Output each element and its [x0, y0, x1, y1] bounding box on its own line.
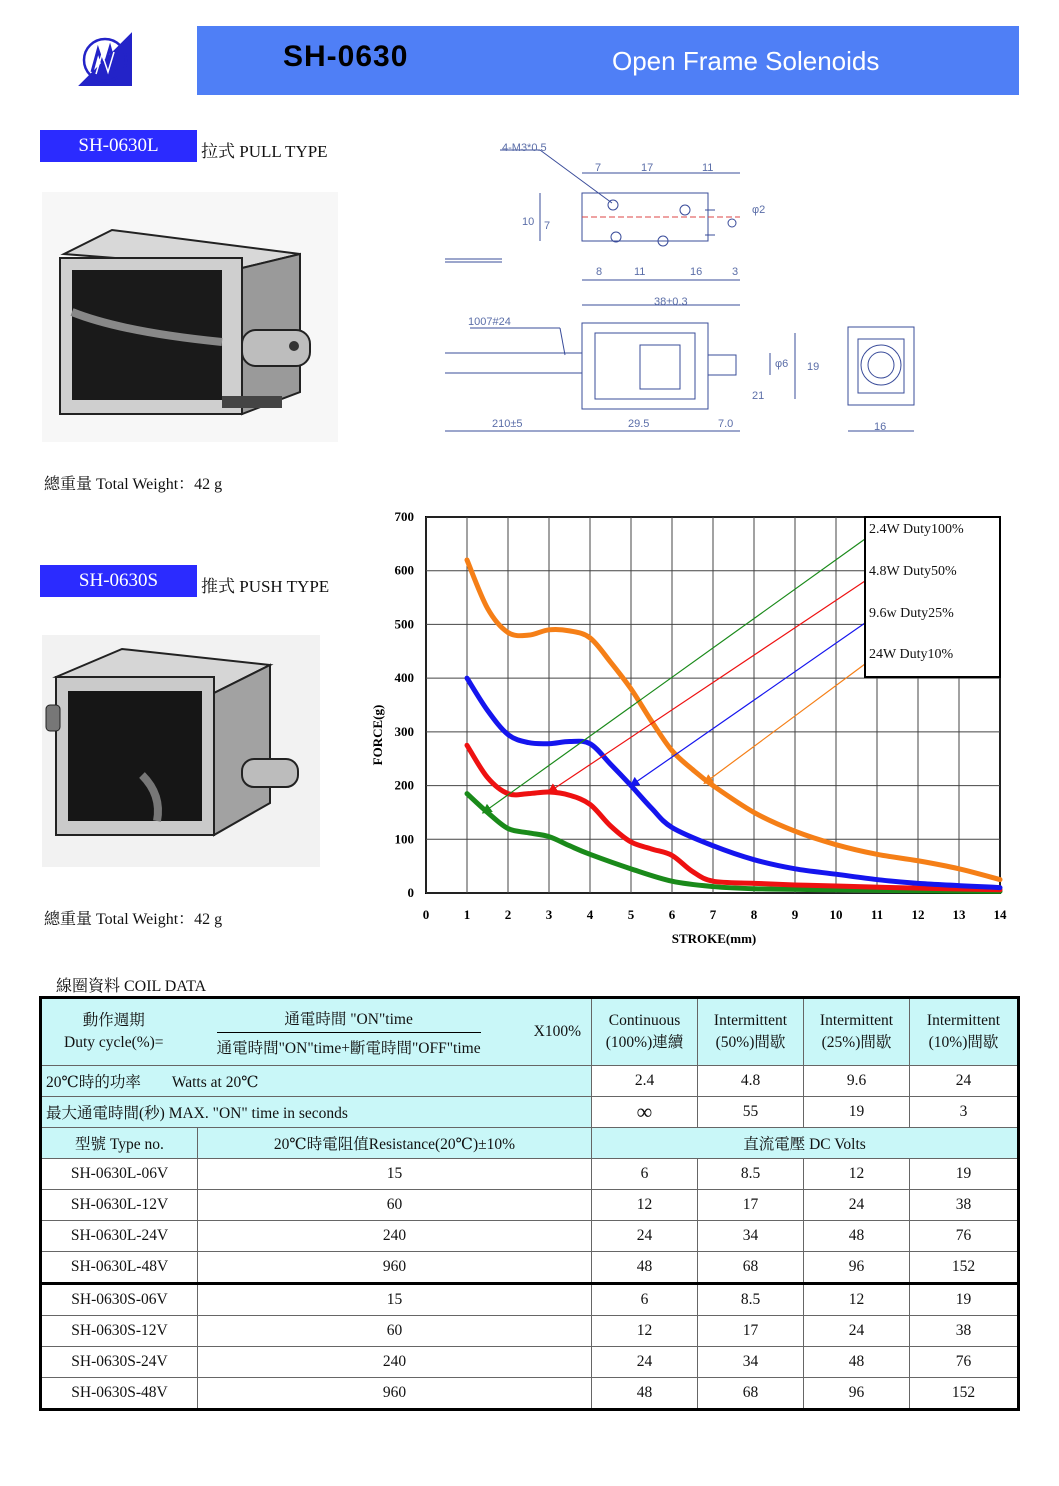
- dim-8: 8: [596, 266, 603, 278]
- voltage-cell: 6: [592, 1284, 698, 1316]
- watts-value: 4.8: [698, 1066, 804, 1097]
- watts-value: 2.4: [592, 1066, 698, 1097]
- x-tick-label: 6: [668, 907, 676, 922]
- product-title: Open Frame Solenoids: [612, 46, 880, 76]
- voltage-cell: 19: [910, 1159, 1019, 1190]
- voltage-cell: 76: [910, 1347, 1019, 1378]
- table-row: [41, 1378, 1019, 1410]
- voltage-cell: 38: [910, 1190, 1019, 1221]
- x-tick-label: 12: [911, 907, 925, 922]
- x-tick-label: 1: [463, 907, 471, 922]
- table-row: [41, 1221, 1019, 1252]
- table-row: [41, 1190, 1019, 1221]
- model-title: SH-0630: [283, 40, 409, 73]
- voltage-cell: 24: [804, 1190, 910, 1221]
- voltage-cell: 38: [910, 1316, 1019, 1347]
- mode-10: Intermittent (10%)間歇: [910, 998, 1019, 1066]
- push-model-tag: SH-0630S: [40, 565, 197, 597]
- resistance-column-header: 20℃時電阻值Resistance(20℃)±10%: [198, 1128, 592, 1159]
- voltage-cell: 12: [592, 1316, 698, 1347]
- y-tick-label: 400: [394, 670, 414, 686]
- type-cell: SH-0630L-48V: [41, 1252, 198, 1284]
- dim-29-5: 29.5: [628, 418, 650, 430]
- watts-label: 20℃時的功率 Watts at 20℃: [41, 1066, 592, 1097]
- voltage-cell: 48: [804, 1221, 910, 1252]
- voltage-cell: 76: [910, 1221, 1019, 1252]
- dim-16-end: 16: [874, 421, 887, 433]
- duty-cycle-formula-cell: [41, 998, 592, 1066]
- dim-wire: 1007#24: [468, 316, 511, 328]
- dim-16: 16: [690, 266, 703, 278]
- y-tick-label: 200: [394, 777, 414, 793]
- force-stroke-chart: [360, 505, 1040, 955]
- coil-data-table: [39, 996, 1020, 1411]
- y-tick-label: 0: [407, 885, 414, 900]
- x-tick-label: 7: [709, 907, 717, 922]
- dim-17: 17: [641, 162, 654, 174]
- resistance-cell: 960: [198, 1378, 592, 1410]
- push-solenoid-photo: [42, 635, 320, 867]
- y-tick-label: 600: [394, 562, 414, 578]
- resistance-cell: 60: [198, 1316, 592, 1347]
- table-row: [41, 1159, 1019, 1190]
- max-on-value: 19: [804, 1097, 910, 1128]
- voltage-cell: 152: [910, 1252, 1019, 1284]
- y-tick-label: 500: [394, 616, 414, 632]
- voltage-cell: 96: [804, 1378, 910, 1410]
- x-tick-label: 13: [952, 907, 966, 922]
- max-on-value: 55: [698, 1097, 804, 1128]
- voltage-cell: 34: [698, 1347, 804, 1378]
- resistance-cell: 15: [198, 1284, 592, 1316]
- voltage-cell: 12: [592, 1190, 698, 1221]
- mode-continuous: Continuous (100%)連續: [592, 998, 698, 1066]
- dim-19: 19: [807, 361, 820, 373]
- x-tick-label: 2: [504, 907, 512, 922]
- on-off-time-label: 通電時間"ON"time+斷電時間"OFF"time: [216, 1039, 481, 1057]
- company-logo-icon: [74, 28, 136, 90]
- type-cell: SH-0630L-12V: [41, 1190, 198, 1221]
- dimension-drawing: [440, 135, 940, 440]
- legend-entry: 24W Duty10%: [869, 647, 954, 662]
- voltage-cell: 8.5: [698, 1284, 804, 1316]
- table-row: [41, 1316, 1019, 1347]
- x100-label: X100%: [533, 1023, 582, 1040]
- voltage-cell: 12: [804, 1159, 910, 1190]
- voltage-cell: 152: [910, 1378, 1019, 1410]
- max-on-label: 最大通電時間(秒) MAX. "ON" time in seconds: [41, 1097, 592, 1128]
- voltage-cell: 48: [804, 1347, 910, 1378]
- x-tick-label: 10: [829, 907, 843, 922]
- voltage-cell: 8.5: [698, 1159, 804, 1190]
- watts-value: 9.6: [804, 1066, 910, 1097]
- voltage-cell: 34: [698, 1221, 804, 1252]
- voltage-cell: 12: [804, 1284, 910, 1316]
- pull-model-tag: SH-0630L: [40, 130, 197, 162]
- x-tick-label: 3: [545, 907, 553, 922]
- volts-column-header: 直流電壓 DC Volts: [592, 1128, 1019, 1159]
- pull-weight: 總重量 Total Weight：42 g: [44, 476, 223, 493]
- type-cell: SH-0630L-24V: [41, 1221, 198, 1252]
- table-row: [41, 1347, 1019, 1378]
- dim-7b: 7: [544, 220, 551, 232]
- push-weight: 總重量 Total Weight：42 g: [44, 911, 223, 928]
- legend-entry: 9.6w Duty25%: [869, 606, 954, 621]
- watts-value: 24: [910, 1066, 1019, 1097]
- type-cell: SH-0630S-48V: [41, 1378, 198, 1410]
- x-tick-label: 9: [791, 907, 799, 922]
- resistance-cell: 240: [198, 1347, 592, 1378]
- resistance-cell: 60: [198, 1190, 592, 1221]
- voltage-cell: 48: [592, 1252, 698, 1284]
- voltage-cell: 48: [592, 1378, 698, 1410]
- dim-length: 38±0.3: [654, 296, 688, 308]
- mode-25: Intermittent (25%)間歇: [804, 998, 910, 1066]
- dim-210: 210±5: [492, 418, 523, 430]
- voltage-cell: 17: [698, 1190, 804, 1221]
- dim-11: 11: [702, 162, 714, 174]
- type-cell: SH-0630S-06V: [41, 1284, 198, 1316]
- voltage-cell: 6: [592, 1159, 698, 1190]
- type-column-header: 型號 Type no.: [41, 1128, 198, 1159]
- voltage-cell: 96: [804, 1252, 910, 1284]
- dim-phi6: φ6: [775, 358, 789, 370]
- y-tick-label: 100: [394, 831, 414, 847]
- y-tick-label: 300: [394, 723, 414, 739]
- voltage-cell: 24: [592, 1347, 698, 1378]
- on-time-label: 通電時間 "ON"time: [217, 1007, 481, 1033]
- dim-11b: 11: [634, 266, 646, 278]
- y-axis-label: FORCE(g): [370, 704, 385, 766]
- push-type-label: 推式 PUSH TYPE: [201, 577, 330, 596]
- x-tick-label: 11: [870, 907, 884, 922]
- type-cell: SH-0630S-24V: [41, 1347, 198, 1378]
- dim-phi2: φ2: [752, 204, 766, 216]
- x-axis-label: STROKE(mm): [671, 931, 757, 946]
- x-tick-label: 14: [993, 907, 1007, 922]
- resistance-cell: 240: [198, 1221, 592, 1252]
- voltage-cell: 24: [592, 1221, 698, 1252]
- mode-50: Intermittent (50%)間歇: [698, 998, 804, 1066]
- dim-10: 10: [522, 216, 535, 228]
- max-on-value: 3: [910, 1097, 1019, 1128]
- type-cell: SH-0630S-12V: [41, 1316, 198, 1347]
- dim-screw: 4-M3*0.5: [502, 142, 547, 154]
- duty-cycle-label: 動作週期: [82, 1012, 145, 1029]
- pull-type-label: 拉式 PULL TYPE: [201, 142, 328, 161]
- voltage-cell: 68: [698, 1252, 804, 1284]
- x-tick-label: 8: [750, 907, 758, 922]
- x-tick-label: 4: [586, 907, 594, 922]
- table-row: [41, 1252, 1019, 1284]
- voltage-cell: 68: [698, 1378, 804, 1410]
- dim-7-0: 7.0: [718, 418, 734, 430]
- pull-solenoid-photo: [42, 192, 338, 442]
- dim-21: 21: [752, 390, 765, 402]
- max-on-value: ∞: [592, 1097, 698, 1128]
- duty-cycle-label-en: Duty cycle(%)=: [64, 1034, 164, 1051]
- voltage-cell: 17: [698, 1316, 804, 1347]
- coil-data-title: 線圈資料 COIL DATA: [56, 978, 207, 995]
- legend-entry: 4.8W Duty50%: [869, 564, 957, 579]
- resistance-cell: 960: [198, 1252, 592, 1284]
- dim-7: 7: [595, 162, 602, 174]
- voltage-cell: 24: [804, 1316, 910, 1347]
- dim-3: 3: [732, 266, 739, 278]
- voltage-cell: 19: [910, 1284, 1019, 1316]
- type-cell: SH-0630L-06V: [41, 1159, 198, 1190]
- x-tick-label: 0: [422, 907, 430, 922]
- table-row: [41, 1284, 1019, 1316]
- x-tick-label: 5: [627, 907, 635, 922]
- legend-entry: 2.4W Duty100%: [869, 522, 964, 537]
- y-tick-label: 700: [394, 509, 414, 524]
- resistance-cell: 15: [198, 1159, 592, 1190]
